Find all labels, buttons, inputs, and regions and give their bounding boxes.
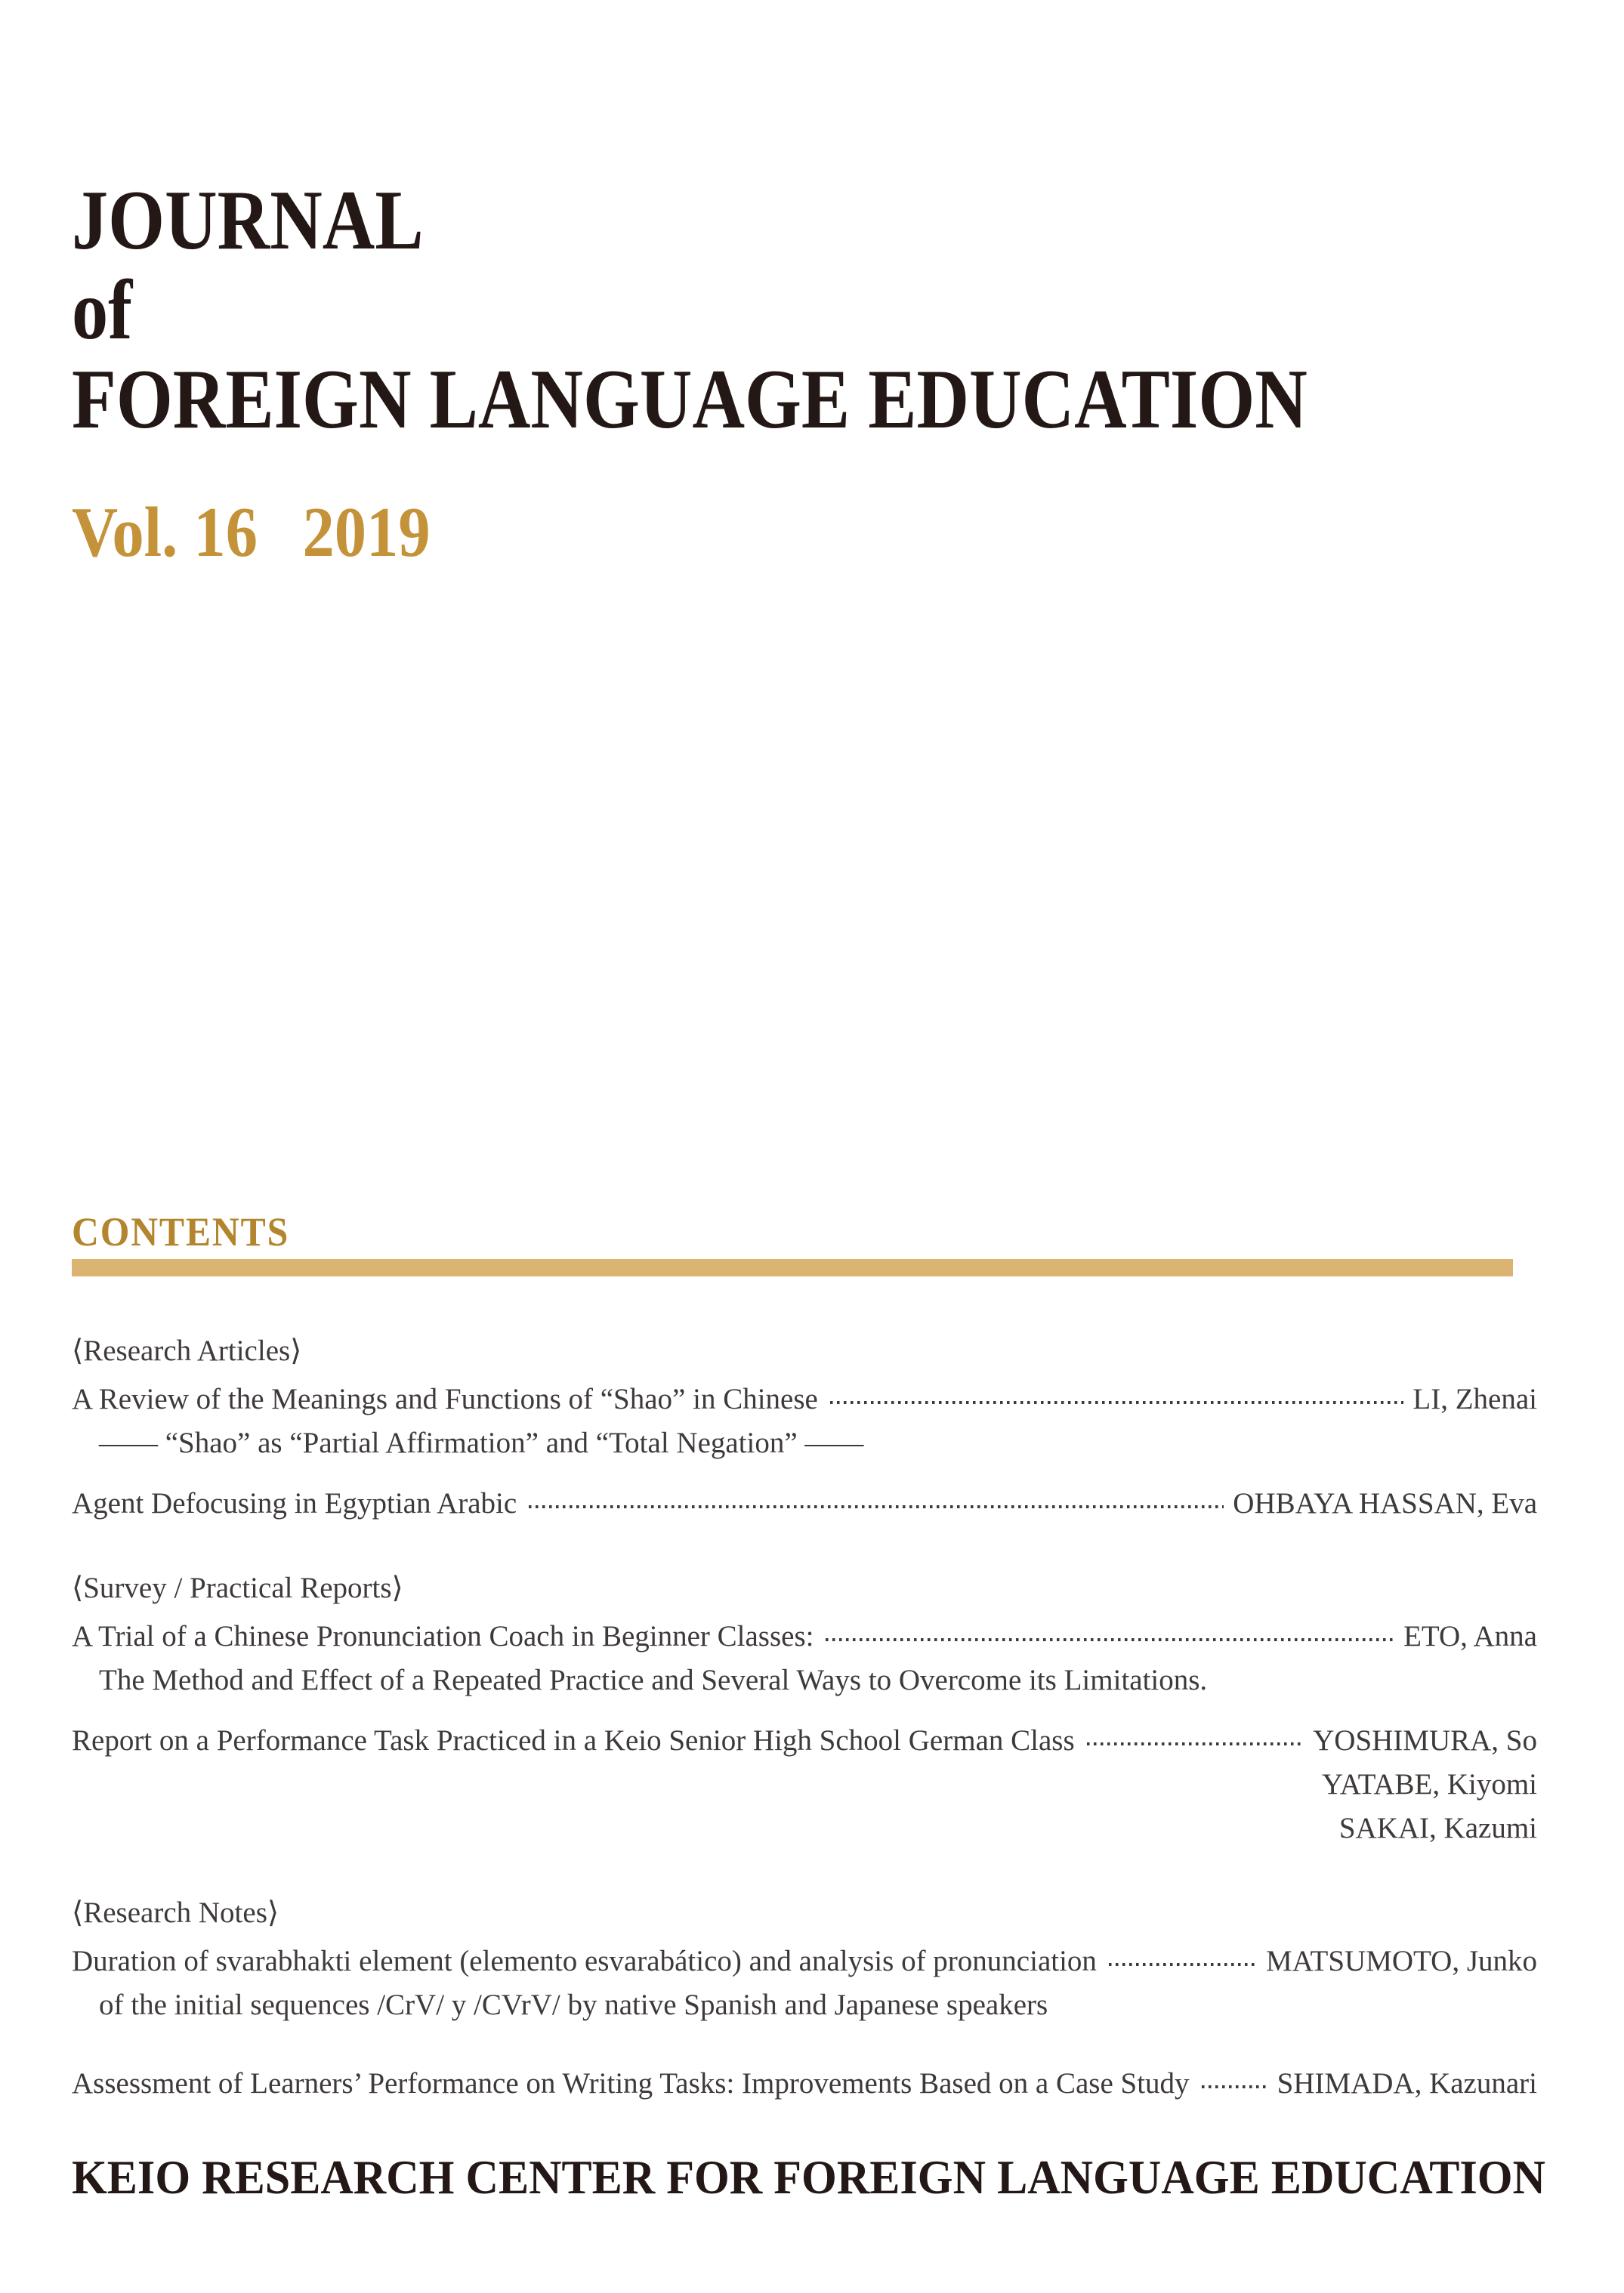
dotted-leader <box>1109 1963 1257 1966</box>
entry-continuation: of the initial sequences /CrV/ y /CVrV/ by native Spanish and Japanese speakers <box>99 1989 1048 2022</box>
entry-coauthor: SAKAI, Kazumi <box>1338 1812 1537 1845</box>
toc-entry <box>72 1378 1537 1465</box>
table-of-contents <box>72 1329 1537 2106</box>
journal-masthead <box>72 0 1537 573</box>
entry-author: ETO, Anna <box>1403 1620 1537 1653</box>
section-heading: ⟨Research Articles⟩ <box>72 1335 302 1368</box>
contents-section <box>72 1211 1537 2106</box>
journal-title-line-2: of <box>72 263 133 357</box>
entry-title: Duration of svarabhakti element (elemento esvarabático) and analysis of pronunciation <box>72 1945 1097 1978</box>
dotted-leader <box>826 1638 1394 1641</box>
journal-title-line-1: JOURNAL <box>72 174 424 267</box>
dotted-leader <box>529 1505 1224 1508</box>
dotted-leader <box>830 1401 1404 1404</box>
journal-title-line-3: FOREIGN LANGUAGE EDUCATION <box>72 353 1308 447</box>
journal-title <box>72 0 1332 445</box>
toc-entry <box>72 1940 1537 2027</box>
volume-label: Vol. 16 <box>72 493 258 572</box>
toc-entry-line <box>72 1615 1537 1659</box>
entry-author: SHIMADA, Kazunari <box>1277 2067 1537 2100</box>
dotted-leader <box>1087 1742 1304 1745</box>
publisher-footer: KEIO RESEARCH CENTER FOR FOREIGN LANGUAGE EDUCATION <box>72 2150 1545 2205</box>
entry-continuation: The Method and Effect of a Repeated Practice and Several Ways to Overcome its Limitations. <box>99 1664 1208 1697</box>
gold-divider-bar <box>72 1259 1513 1276</box>
toc-entry <box>72 2062 1537 2106</box>
section-heading: ⟨Research Notes⟩ <box>72 1896 279 1930</box>
entry-author: YOSHIMURA, So <box>1313 1724 1537 1758</box>
entry-title: Report on a Performance Task Practiced in a Keio Senior High School German Class <box>72 1724 1075 1758</box>
toc-entry <box>72 1615 1537 1702</box>
toc-entry-line <box>72 1482 1537 1526</box>
toc-entry-line <box>72 2062 1537 2106</box>
toc-section-survey-practical-reports <box>72 1566 1537 1850</box>
entry-title: A Review of the Meanings and Functions of “Shao” in Chinese <box>72 1383 818 1416</box>
toc-entry <box>72 1719 1537 1850</box>
entry-author: LI, Zhenai <box>1413 1383 1537 1416</box>
entry-title: Assessment of Learners’ Performance on Writing Tasks: Improvements Based on a Case Study <box>72 2067 1190 2100</box>
section-heading: ⟨Survey / Practical Reports⟩ <box>72 1572 403 1605</box>
toc-section-research-notes <box>72 1891 1537 2106</box>
entry-coauthor: YATABE, Kiyomi <box>1321 1768 1537 1801</box>
entry-subtitle: —— “Shao” as “Partial Affirmation” and “Total Negation” —— <box>99 1427 864 1460</box>
dotted-leader <box>1202 2085 1268 2088</box>
toc-entry-line <box>72 1378 1537 1421</box>
entry-author: OHBAYA HASSAN, Eva <box>1233 1487 1537 1520</box>
toc-entry-line <box>72 1940 1537 1983</box>
entry-title: A Trial of a Chinese Pronunciation Coach in Beginner Classes: <box>72 1620 814 1653</box>
year-label: 2019 <box>302 493 431 572</box>
volume-year <box>72 492 1391 573</box>
toc-entry <box>72 1482 1537 1526</box>
toc-section-research-articles <box>72 1329 1537 1526</box>
entry-title: Agent Defocusing in Egyptian Arabic <box>72 1487 517 1520</box>
contents-heading: CONTENTS <box>72 1209 290 1255</box>
toc-entry-line <box>72 1719 1537 1763</box>
entry-author: MATSUMOTO, Junko <box>1266 1945 1537 1978</box>
